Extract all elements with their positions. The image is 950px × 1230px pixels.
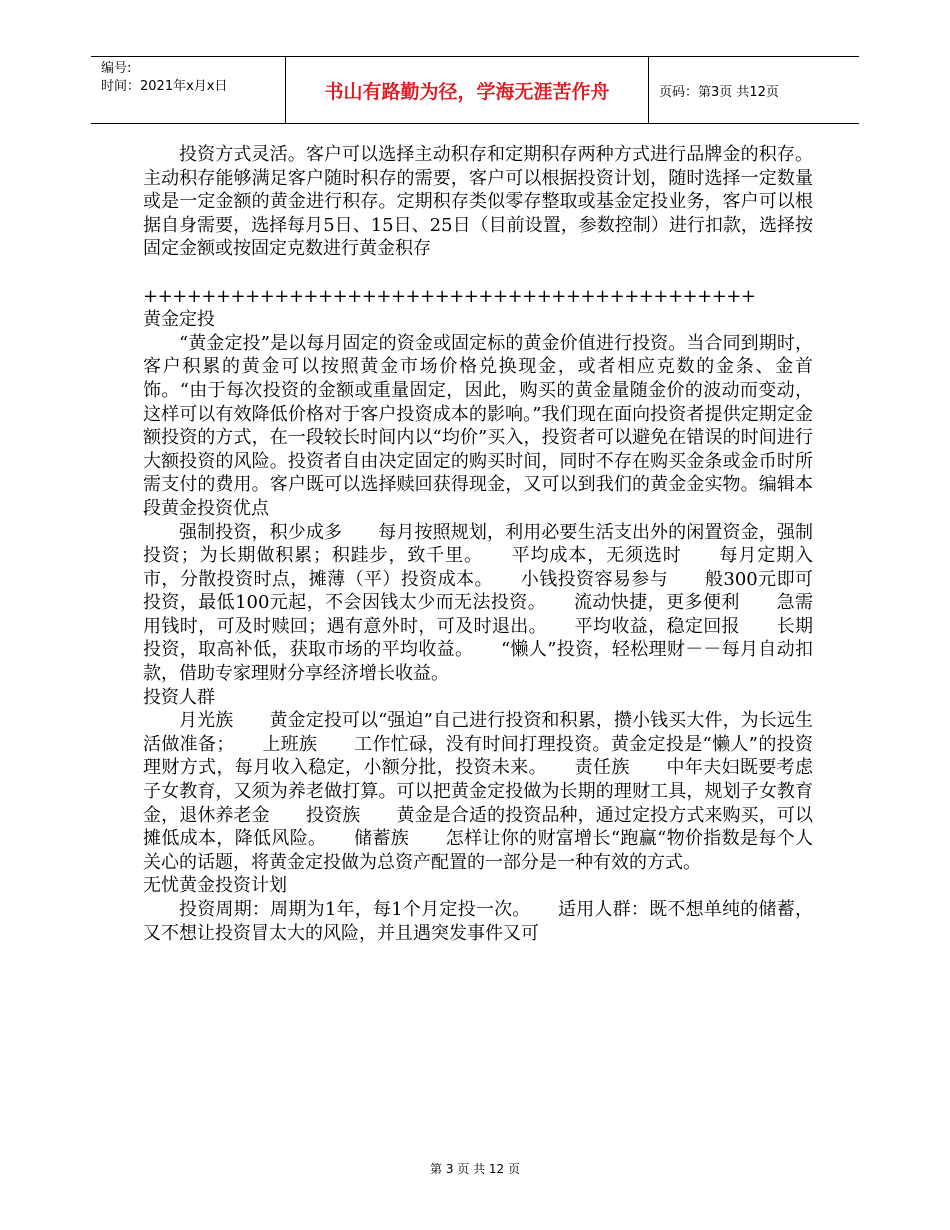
- paragraph-investment-flexibility: 投资方式灵活。客户可以选择主动积存和定期积存两种方式进行品牌金的积存。主动积存能够满足客户随时积存的需要，客户可以根据投资计划，随时选择一定数量或是一定金额的黄金进行积存。定期积存类似零存整取或基金定投业务，客户可以根据自身需要，选择每月5日、15日、25日（目前设置，参数控制）进行扣款，选择按固定金额或按固定克数进行黄金积存: [143, 144, 813, 260]
- header-page-label: 页码：第3页 共12页: [659, 84, 779, 100]
- heading-investor-groups: 投资人群: [143, 686, 215, 708]
- separator-line: ++++++++++++++++++++++++++++++++++++++++++: [143, 285, 756, 307]
- page-header: [91, 56, 859, 124]
- paragraph-investor-groups: 月光族 黄金定投可以“强迫”自己进行投资和积累，攒小钱买大件，为长远生活做准备； 上班族 工作忙碌，没有时间打理投资。黄金定投是“懒人”的投资理财方式，每月收入稳定，小额分批，投资未来。 责任族 中年夫妇既要考虑子女教育，又须为养老做打算。可以把黄金定投做为长期的理财工具，规划子女教育金，退休养老金 投资族 黄金是合适的投资品种，通过定投方式来购买，可以摊低成本，降低风险。 储蓄族 怎样让你的财富增长“跑赢“物价指数是每个人关心的话题，将黄金定投做为总资产配置的一部分是一种有效的方式。: [143, 710, 813, 873]
- paragraph-worry-free-plan: 投资周期：周期为1年，每1个月定投一次。 适用人群：既不想单纯的储蓄，又不想让投资冒太大的风险，并且遇突发事件又可: [143, 899, 813, 944]
- header-date-label: 时间：2021年x月x日: [101, 79, 228, 94]
- header-motto: 书山有路勤为径，学海无涯苦作舟: [286, 57, 649, 123]
- header-number-label: 编号:: [101, 61, 132, 76]
- paragraph-gold-fixed-investment: “黄金定投”是以每月固定的资金或固定标的黄金价值进行投资。当合同到期时，客户积累的黄金可以按照黄金市场价格兑换现金，或者相应克数的金条、金首饰。“由于每次投资的金额或重量固定，因此，购买的黄金量随金价的波动而变动，这样可以有效降低价格对于客户投资成本的影响。”我们现在面向投资者提供定期定金额投资的方式，在一段较长时间内以“均价”买入，投资者可以避免在错误的时间进行大额投资的风险。投资者自由决定固定的购买时间，同时不存在购买金条或金币时所需支付的费用。客户既可以选择赎回获得现金，又可以到我们的黄金金实物。编辑本段黄金投资优点: [143, 332, 813, 519]
- heading-worry-free-plan: 无忧黄金投资计划: [143, 875, 287, 897]
- page-footer: 第 3 页 共 12 页: [430, 1162, 520, 1176]
- heading-gold-fixed-investment: 黄金定投: [143, 309, 215, 331]
- blank-line: [143, 261, 813, 285]
- paragraph-investment-advantages: 强制投资，积少成多 每月按照规划，利用必要生活支出外的闲置资金，强制投资；为长期做积累；积跬步，致千里。 平均成本，无须选时 每月定期入市，分散投资时点，摊薄（平）投资成本。 小钱投资容易参与 般300元即可投资，最低100元起，不会因钱太少而无法投资。 流动快捷，更多便利 急需用钱时，可及时赎回；遇有意外时，可及时退出。 平均收益，稳定回报 长期投资，取高补低，获取市场的平均收益。 “懒人”投资，轻松理财－－每月自动扣款，借助专家理财分享经济增长收益。: [143, 521, 813, 685]
- header-meta: [91, 57, 286, 123]
- document-body: [143, 143, 813, 945]
